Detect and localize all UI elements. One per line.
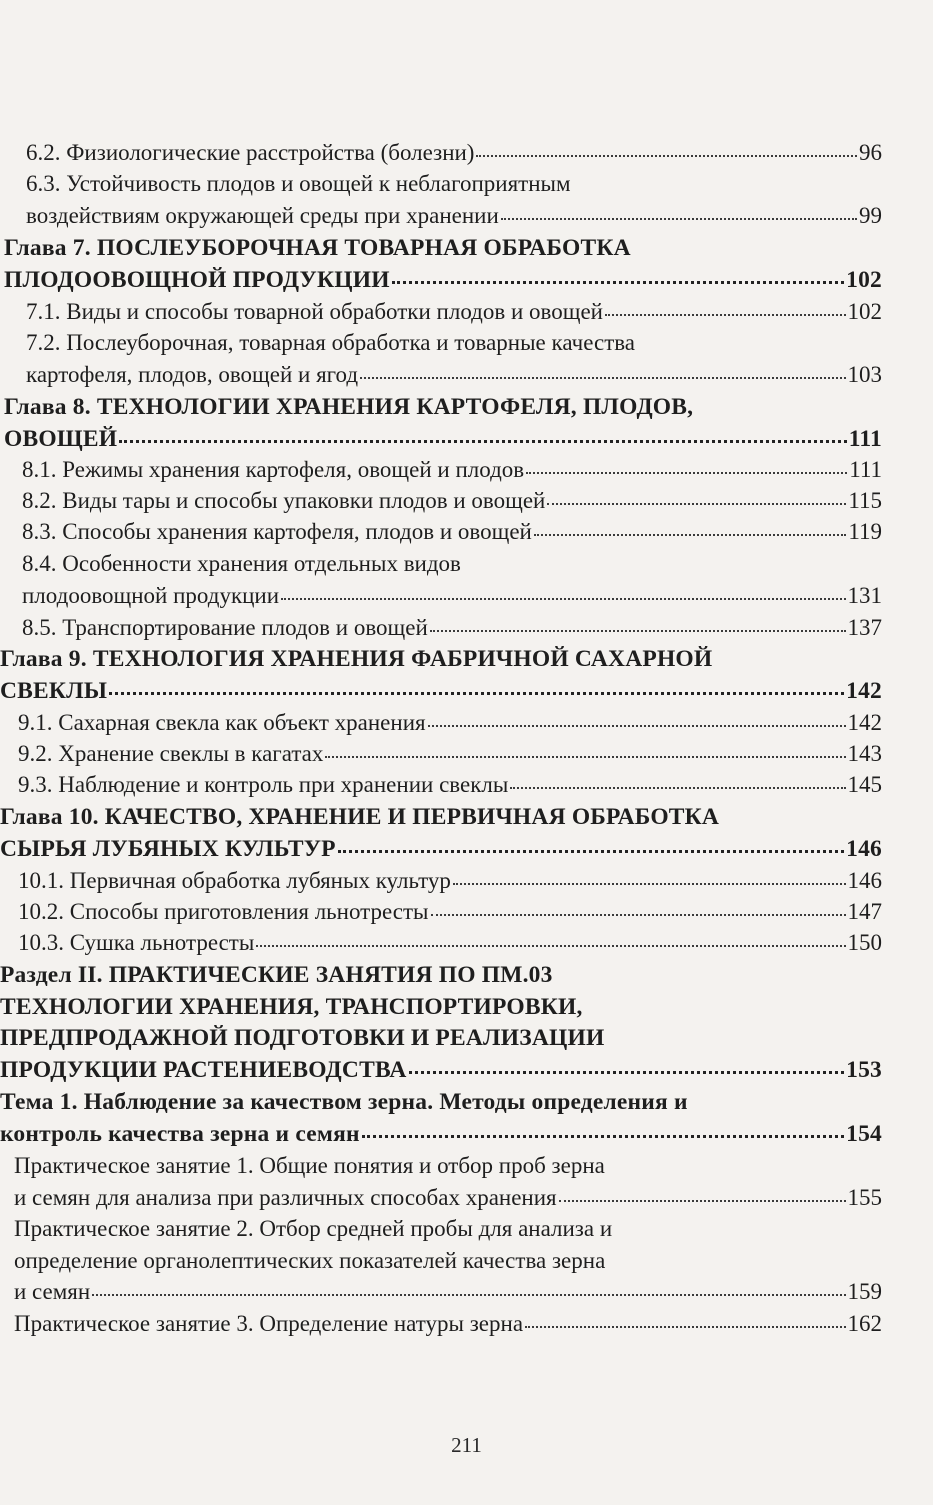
toc-entry-text: и семян для анализа при различных способах хранения (14, 1184, 557, 1210)
toc-line (26, 137, 882, 169)
toc-entry-text: Глава 8. ТЕХНОЛОГИИ ХРАНЕНИЯ КАРТОФЕЛЯ, ПЛОДОВ, (4, 394, 694, 420)
toc-line (0, 1022, 604, 1054)
dot-leader (526, 472, 847, 474)
toc-entry-text: 10.3. Сушка льнотресты (18, 930, 255, 955)
toc-entry-text: и семян (14, 1279, 91, 1305)
toc-entry-text: Практическое занятие 1. Общие понятия и отбор проб зерна (14, 1153, 605, 1178)
toc-line (18, 896, 882, 928)
toc-line (0, 991, 583, 1023)
toc-entry-text: 9.2. Хранение свеклы в кагатах (18, 741, 324, 766)
toc-line (22, 548, 461, 580)
toc-page-number: 137 (847, 615, 882, 640)
toc-line (18, 707, 882, 739)
toc-line (26, 168, 571, 200)
toc-page-number: 155 (847, 1184, 882, 1210)
dot-leader (525, 1326, 845, 1328)
toc-line (4, 232, 631, 264)
toc-entry-text: 10.1. Первичная обработка лубяных культур (18, 868, 451, 893)
toc-page-number: 103 (847, 361, 882, 387)
dot-leader (431, 914, 846, 916)
toc-entry-text: СЫРЬЯ ЛУБЯНЫХ КУЛЬТУР (0, 835, 336, 862)
dot-leader (409, 1071, 845, 1074)
toc-line (18, 865, 882, 897)
dot-leader (109, 692, 844, 695)
toc-entry-text: 6.2. Физиологические расстройства (болезни) (26, 140, 475, 165)
toc-entry-text: Глава 7. ПОСЛЕУБОРОЧНАЯ ТОВАРНАЯ ОБРАБОТКА (4, 235, 631, 261)
toc-entry-text: 7.2. Послеуборочная, товарная обработка и товарные качества (26, 330, 636, 355)
dot-leader (325, 756, 845, 758)
toc-line (14, 1150, 605, 1182)
toc-entry-text: Глава 10. КАЧЕСТВО, ХРАНЕНИЕ И ПЕРВИЧНАЯ ОБРАБОТКА (0, 804, 720, 830)
toc-entry-text: плодоовощной продукции (22, 582, 280, 608)
dot-leader (428, 725, 846, 727)
dot-leader (92, 1294, 845, 1296)
dot-leader (510, 787, 845, 789)
toc-page-number: 102 (846, 266, 882, 293)
toc-entry-text: Глава 9. ТЕХНОЛОГИЯ ХРАНЕНИЯ ФАБРИЧНОЙ САХАРНОЙ (0, 646, 713, 672)
dot-leader (605, 314, 846, 316)
toc-line (22, 612, 882, 644)
toc-page-number: 150 (847, 930, 882, 955)
toc-line (0, 675, 882, 707)
toc-line (22, 485, 882, 517)
toc-entry-text: 6.3. Устойчивость плодов и овощей к неблагоприятным (26, 171, 571, 196)
toc-line (22, 516, 882, 548)
toc-page-number: 145 (847, 772, 882, 797)
toc-page-number: 146 (846, 835, 882, 862)
dot-leader (476, 155, 857, 157)
toc-entry-text: СВЕКЛЫ (0, 677, 108, 704)
toc-page-number: 131 (847, 582, 882, 608)
toc-page-number: 115 (848, 488, 882, 513)
toc-entry-text: 9.3. Наблюдение и контроль при хранении свеклы (18, 772, 509, 797)
toc-line (14, 1245, 605, 1277)
toc-entry-text: 7.1. Виды и способы товарной обработки плодов и овощей (26, 299, 603, 324)
toc-line (18, 927, 882, 959)
toc-line (0, 801, 719, 833)
toc-line (26, 359, 882, 391)
toc-line (26, 296, 882, 328)
toc-line (0, 833, 882, 865)
toc-entry-text: 8.1. Режимы хранения картофеля, овощей и плодов (22, 457, 525, 482)
toc-entry-text: воздействиям окружающей среды при хранении (26, 202, 499, 228)
dot-leader (534, 534, 847, 536)
toc-entry-text: Практическое занятие 3. Определение натуры зерна (14, 1311, 524, 1336)
toc-entry-text: контроль качества зерна и семян (0, 1120, 360, 1147)
toc-entry-text: 8.4. Особенности хранения отдельных видов (22, 551, 461, 576)
toc-entry-text: Раздел II. ПРАКТИЧЕСКИЕ ЗАНЯТИЯ ПО ПМ.03 (0, 962, 553, 988)
toc-line (4, 264, 882, 296)
dot-leader (501, 218, 857, 220)
dot-leader (360, 377, 845, 379)
toc-line (22, 454, 882, 486)
toc-entry-text: ОВОЩЕЙ (4, 425, 118, 452)
toc-page-number: 147 (847, 899, 882, 924)
toc-entry-text: ПРОДУКЦИИ РАСТЕНИЕВОДСТВА (0, 1057, 407, 1084)
toc-line (18, 738, 882, 770)
dot-leader (119, 440, 847, 443)
toc-entry-text: Тема 1. Наблюдение за качеством зерна. Методы определения и (0, 1089, 688, 1115)
toc-line (22, 580, 882, 612)
toc-page-number: 159 (847, 1279, 882, 1305)
toc-entry-text: Практическое занятие 2. Отбор средней пробы для анализа и (14, 1216, 613, 1241)
toc-page-number: 119 (848, 519, 882, 544)
toc-page-number: 153 (846, 1057, 882, 1084)
toc-line (4, 391, 693, 423)
toc-entry-text: 8.3. Способы хранения картофеля, плодов и овощей (22, 519, 532, 544)
toc-line (4, 423, 882, 455)
toc-page-number: 142 (846, 677, 882, 704)
toc-entry-text: картофеля, плодов, овощей и ягод (26, 361, 359, 387)
toc-line (14, 1308, 882, 1340)
toc-page-number: 102 (847, 299, 882, 324)
dot-leader (430, 630, 846, 632)
toc-page-number: 111 (848, 425, 882, 452)
page-number: 211 (451, 1433, 482, 1457)
toc-entry-text: 8.5. Транспортирование плодов и овощей (22, 615, 428, 640)
dot-leader (392, 281, 844, 284)
toc-page-number: 96 (859, 140, 882, 165)
toc-page-number: 111 (849, 457, 882, 482)
toc-line (0, 643, 712, 675)
toc-page-number: 162 (847, 1311, 882, 1336)
dot-leader (547, 503, 846, 505)
toc-line (18, 769, 882, 801)
toc-line (0, 1054, 882, 1086)
toc-entry-text: ПРЕДПРОДАЖНОЙ ПОДГОТОВКИ И РЕАЛИЗАЦИИ (0, 1025, 605, 1052)
toc-line (26, 327, 635, 359)
toc-page-number: 154 (846, 1120, 882, 1147)
toc-line (0, 1118, 882, 1150)
toc-line (0, 959, 553, 991)
dot-leader (281, 598, 845, 600)
toc-entry-text: ТЕХНОЛОГИИ ХРАНЕНИЯ, ТРАНСПОРТИРОВКИ, (0, 993, 583, 1020)
toc-line (14, 1213, 612, 1245)
toc-line (0, 1086, 688, 1118)
toc-line (26, 200, 882, 232)
dot-leader (338, 850, 844, 853)
toc-page-number: 142 (847, 710, 882, 735)
toc-page-number: 146 (847, 868, 882, 893)
dot-leader (453, 883, 846, 885)
toc-entry-text: 9.1. Сахарная свекла как объект хранения (18, 710, 426, 735)
dot-leader (256, 945, 845, 947)
toc-page-number: 99 (859, 202, 882, 228)
toc-line (14, 1182, 882, 1214)
toc-entry-text: 10.2. Способы приготовления льнотресты (18, 899, 429, 924)
toc-entry-text: ПЛОДООВОЩНОЙ ПРОДУКЦИИ (4, 266, 390, 293)
toc-entry-text: определение органолептических показателей качества зерна (14, 1247, 606, 1273)
toc-line (14, 1276, 882, 1308)
toc-page-number: 143 (847, 741, 882, 766)
toc-entry-text: 8.2. Виды тары и способы упаковки плодов и овощей (22, 488, 546, 513)
dot-leader (362, 1135, 844, 1138)
dot-leader (559, 1200, 846, 1202)
